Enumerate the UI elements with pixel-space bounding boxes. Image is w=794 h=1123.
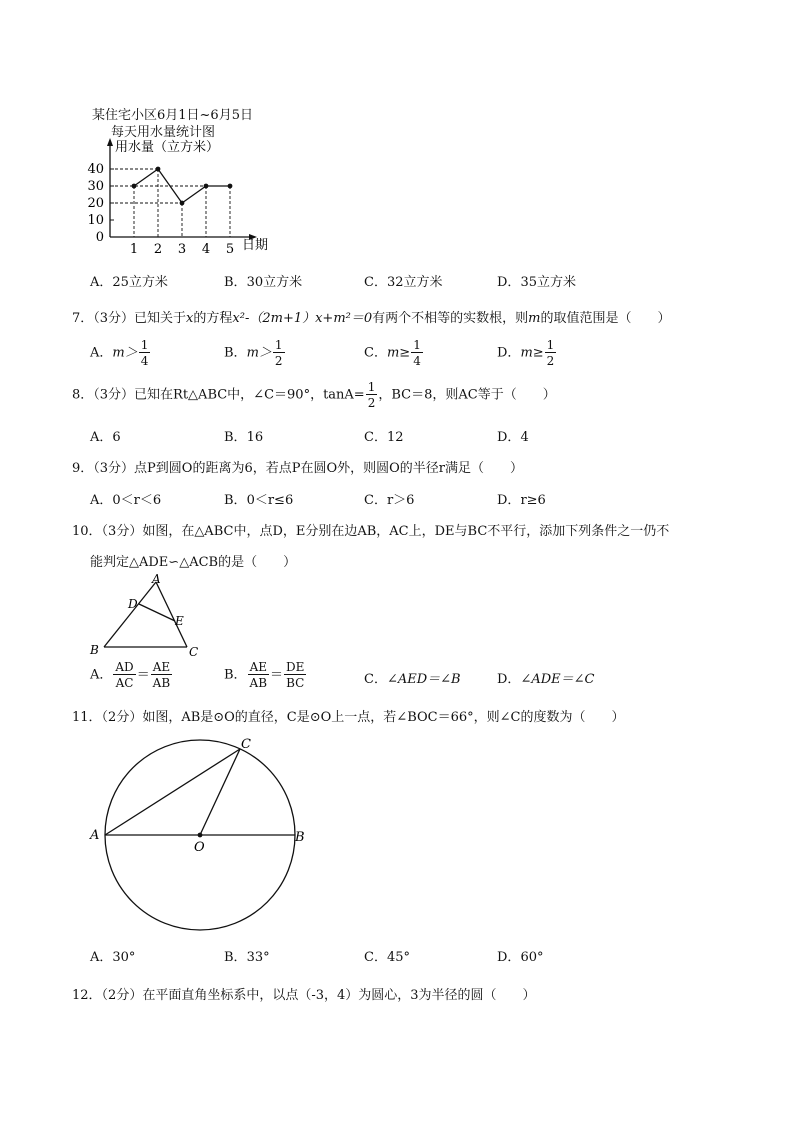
water-usage-line-chart — [85, 132, 385, 292]
q8-option-d[interactable]: D．4 — [497, 430, 529, 445]
label-C: C — [241, 737, 251, 752]
q6-option-c[interactable]: C．32立方米 — [364, 275, 443, 290]
label-A: A — [152, 574, 161, 586]
q11-option-b[interactable]: B．33° — [224, 950, 270, 965]
label-D: D — [128, 597, 138, 611]
label-B: B — [295, 830, 305, 845]
q6-option-d[interactable]: D．35立方米 — [497, 275, 576, 290]
data-point — [204, 184, 209, 189]
q8-option-a[interactable]: A．6 — [90, 430, 121, 445]
data-point — [132, 184, 137, 189]
q7-option-d[interactable]: D．m≥ $\frac{1}{2}$ — [497, 338, 555, 368]
x-tick-label: 3 — [177, 242, 187, 257]
label-O: O — [194, 840, 205, 855]
q8-option-b[interactable]: B．16 — [224, 430, 264, 445]
y-axis-arrow — [107, 138, 113, 146]
q7-stem: 7．（3分）已知关于x的方程x²-（2m+1）x+m²＝0有两个不相等的实数根，则m的取值范围是（ ） — [72, 311, 671, 326]
q10-option-a[interactable]: A． $\frac{AD}{AC}$ ＝ $\frac{AE}{AB}$ — [90, 660, 171, 690]
option-fraction: $\frac{1}{4}$ — [413, 338, 421, 368]
y-tick-label: 40 — [87, 162, 104, 177]
q12-stem: 12．（2分）在平面直角坐标系中，以点（-3，4）为圆心，3为半径的圆（ ） — [72, 988, 536, 1003]
x-tick-label: 2 — [153, 242, 163, 257]
q11-option-a[interactable]: A．30° — [90, 950, 136, 965]
q10-stem-line1: 10．（3分）如图，在△ABC中，点D，E分别在边AB，AC上，DE与BC不平行，添加下列条件之一仍不 — [72, 524, 670, 539]
q8-fraction: $\frac{1}{2}$ — [367, 380, 376, 410]
center-point — [198, 833, 203, 838]
x-tick-label: 4 — [201, 242, 211, 257]
chart-title-line2: 每天用水量统计图 — [111, 125, 216, 140]
q6-option-b[interactable]: B．30立方米 — [224, 275, 303, 290]
label-A: A — [90, 828, 100, 843]
circle-figure — [85, 734, 325, 944]
q10-option-d[interactable]: D．∠ADE＝∠C — [497, 672, 595, 687]
q9-option-a[interactable]: A．0＜r＜6 — [90, 493, 162, 508]
q8-option-c[interactable]: C．12 — [364, 430, 404, 445]
label-E: E — [175, 614, 184, 628]
y-tick-label: 30 — [87, 179, 104, 194]
y-tick-label: 20 — [87, 196, 104, 211]
q6-option-a[interactable]: A．25立方米 — [90, 275, 168, 290]
q9-option-b[interactable]: B．0＜r≤6 — [224, 493, 294, 508]
q11-option-d[interactable]: D．60° — [497, 950, 544, 965]
q11-option-c[interactable]: C．45° — [364, 950, 410, 965]
x-tick-label: 1 — [129, 242, 139, 257]
q10-option-b[interactable]: B． $\frac{AE}{AB}$ ＝ $\frac{DE}{BC}$ — [224, 660, 305, 690]
q10-option-c[interactable]: C．∠AED＝∠B — [364, 672, 461, 687]
chart-ylabel: 用水量（立方米） — [115, 140, 220, 155]
q9-option-c[interactable]: C．r＞6 — [364, 493, 415, 508]
y-tick-label: 0 — [95, 230, 104, 245]
x-tick-label: 5 — [225, 242, 235, 257]
segment-de — [139, 604, 175, 621]
q7-option-b[interactable]: B．m＞ $\frac{1}{2}$ — [224, 338, 283, 368]
data-point — [156, 167, 161, 172]
label-C: C — [189, 645, 199, 659]
q9-stem: 9．（3分）点P到圆O的距离为6，若点P在圆O外，则圆O的半径r满足（ ） — [72, 461, 523, 476]
q7-option-a[interactable]: A．m＞ $\frac{1}{4}$ — [90, 338, 149, 368]
data-point — [180, 201, 185, 206]
side-ab — [104, 582, 156, 647]
q7-option-c[interactable]: C．m≥ $\frac{1}{4}$ — [364, 338, 421, 368]
label-B: B — [90, 643, 99, 657]
q11-stem: 11．（2分）如图，AB是⊙O的直径，C是⊙O上一点，若∠BOC＝66°，则∠C的度数为（ ） — [72, 710, 625, 725]
chart-xlabel: 日期 — [242, 238, 269, 253]
triangle-figure — [85, 574, 215, 664]
q10-stem-line2: 能判定△ADE∽△ACB的是（ ） — [90, 555, 297, 570]
q9-option-d[interactable]: D．r≥6 — [497, 493, 546, 508]
option-fraction: $\frac{1}{2}$ — [274, 338, 283, 368]
option-fraction: $\frac{1}{4}$ — [140, 338, 149, 368]
chart-title-line1: 某住宅小区6月1日~6月5日 — [92, 108, 253, 123]
y-tick-label: 10 — [87, 213, 104, 228]
option-fraction: $\frac{1}{2}$ — [546, 338, 555, 368]
data-point — [228, 184, 233, 189]
q8-stem: 8．（3分）已知在Rt△ABC中，∠C＝90°，tanA= $\frac{1}{2}$ ，BC＝8，则AC等于（ ） — [72, 380, 556, 410]
